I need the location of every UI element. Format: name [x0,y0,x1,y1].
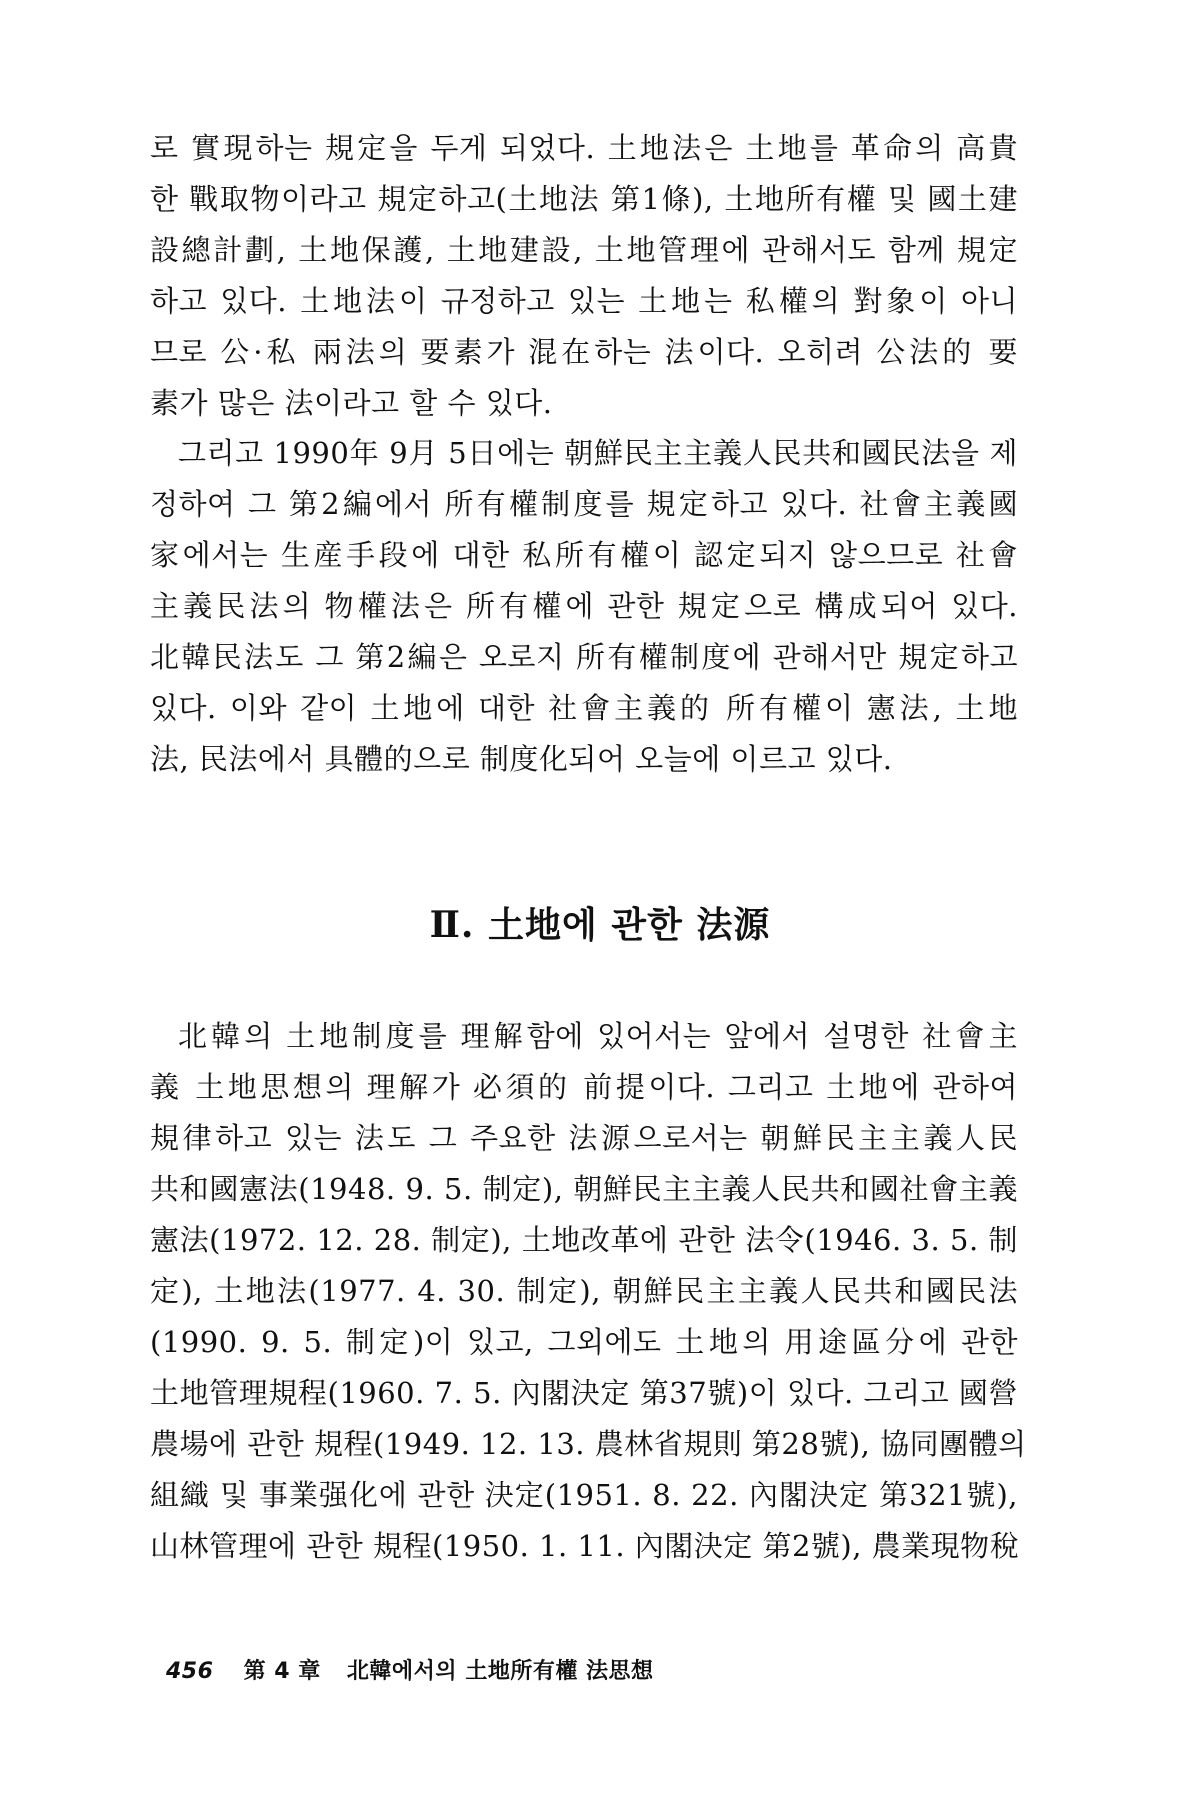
text-line: 義 土地思想의 理解가 必須的 前提이다. 그리고 土地에 관하여 [150,1070,1018,1104]
text-line: 그리고 1990年 9月 5日에는 朝鮮民主主義人民共和國民法을 제 [178,436,1018,470]
text-line: 므로 公·私 兩法의 要素가 混在하는 法이다. 오히려 公法的 要 [150,335,1018,369]
text-line: 法, 民法에서 具體的으로 制度化되어 오늘에 이르고 있다. [150,742,893,776]
text-line: 主義民法의 物權法은 所有權에 관한 規定으로 構成되어 있다. [150,589,1018,623]
text-line: (1990. 9. 5. 制定)이 있고, 그외에도 土地의 用途區分에 관한 [150,1325,1018,1359]
text-line: 있다. 이와 같이 土地에 대한 社會主義的 所有權이 憲法, 土地 [150,691,1018,725]
page-footer [166,1654,654,1685]
text-line: 山林管理에 관한 規程(1950. 1. 11. 內閣決定 第2號), 農業現物稅 [150,1529,1020,1563]
text-line: 農場에 관한 規程(1949. 12. 13. 農林省規則 第28號), 協同團體의 [150,1427,1027,1461]
text-line: 北韓民法도 그 第2編은 오로지 所有權制度에 관해서만 規定하고 [150,640,1018,674]
text-line: 家에서는 生産手段에 대한 私所有權이 認定되지 않으므로 社會 [150,538,1018,572]
text-line: 한 戰取物이라고 規定하고(土地法 第1條), 土地所有權 및 國土建 [150,182,1018,216]
chapter-number: 第 4 章 [243,1659,321,1684]
text-line: 設總計劃, 土地保護, 土地建設, 土地管理에 관해서도 함께 規定 [150,233,1018,267]
text-line: 憲法(1972. 12. 28. 制定), 土地改革에 관한 法令(1946. 3. 5. 制 [150,1223,1018,1257]
text-line: 素가 많은 法이라고 할 수 있다. [150,386,553,420]
section-paragraph [150,1011,1027,1572]
text-line: 組織 및 事業强化에 관한 決定(1951. 8. 22. 內閣決定 第321號), [150,1478,1018,1512]
text-line: 規律하고 있는 法도 그 주요한 法源으로서는 朝鮮民主主義人民 [150,1121,1018,1155]
section-heading: Ⅱ. 土地에 관한 法源 [429,904,771,946]
text-line: 定), 土地法(1977. 4. 30. 制定), 朝鮮民主主義人民共和國民法 [150,1274,1018,1308]
text-line: 土地管理規程(1960. 7. 5. 內閣決定 第37號)이 있다. 그리고 國營 [150,1376,1018,1410]
text-line: 北韓의 土地制度를 理解함에 있어서는 앞에서 설명한 社會主 [178,1019,1018,1053]
text-line: 로 實現하는 規定을 두게 되었다. 土地法은 土地를 革命의 高貴 [150,131,1018,165]
text-line: 共和國憲法(1948. 9. 5. 制定), 朝鮮民主主義人民共和國社會主義 [150,1172,1018,1206]
paragraph-2 [150,428,1018,785]
chapter-title: 北韓에서의 土地所有權 法思想 [346,1659,654,1684]
text-line: 정하여 그 第2編에서 所有權制度를 規定하고 있다. 社會主義國 [150,487,1018,521]
page-number: 456 [166,1659,214,1684]
text-line: 하고 있다. 土地法이 규정하고 있는 土地는 私權의 對象이 아니 [150,284,1018,318]
paragraph-1 [150,123,1018,429]
